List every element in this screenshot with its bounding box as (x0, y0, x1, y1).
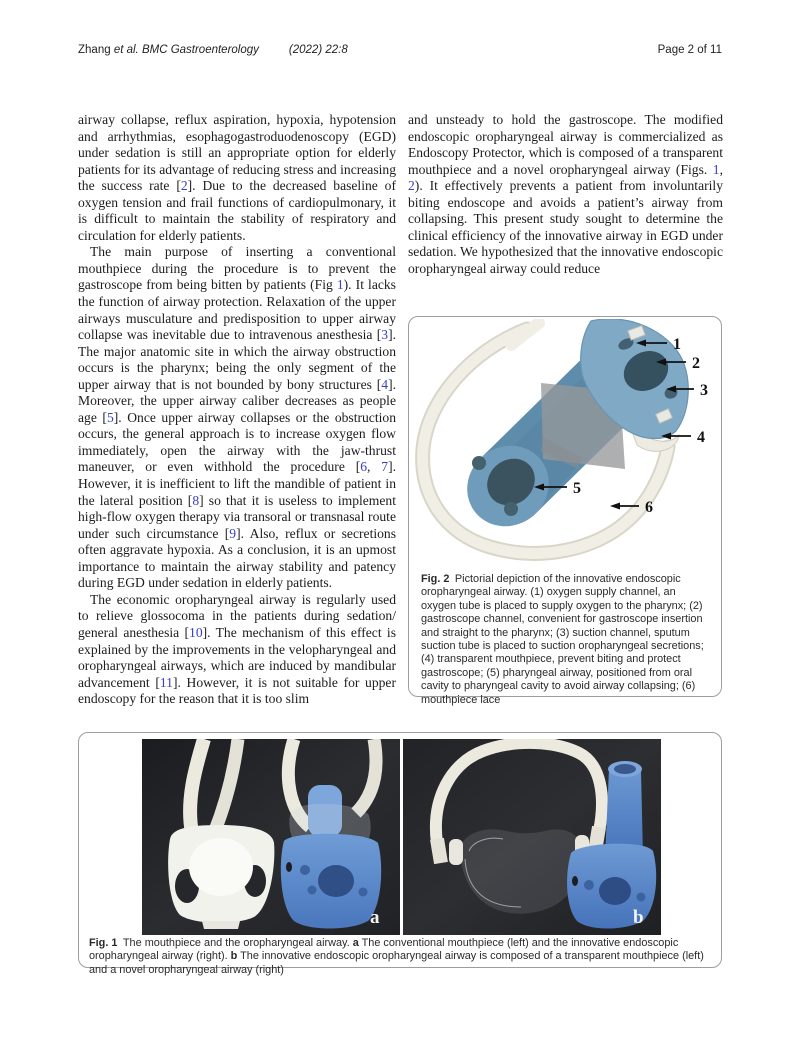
tube-oxygen-lumen (472, 456, 486, 470)
body-paragraph: and unsteady to hold the gastroscope. The modified endoscopic oropharyngeal airway is commercialized as Endoscopy Protector, which is composed of a transparent mouthpiece and a novel oropharyngeal airway (Figs. 1, 2). It effectively prevents a patient from involuntarily biting endoscope and avoids a patient’s airway from collapsing. This present study sought to determine the clinical efficiency of the innovative airway in EGD under sedation. We hypothesized that the innovative endoscopic oropharyngeal airway could reduce (408, 112, 723, 276)
citation-link[interactable]: 2 (180, 178, 188, 194)
figure1-panel (78, 732, 722, 976)
label-oxygen-channel: 1 (673, 336, 681, 353)
citation-link[interactable]: 5 (106, 409, 114, 425)
page-header (78, 44, 722, 56)
column-left (78, 112, 396, 708)
label-pharyngeal-airway: 5 (573, 480, 581, 497)
label-gastroscope-channel: 2 (692, 355, 700, 372)
header-citation (78, 44, 348, 56)
panel-b-label: b (633, 907, 644, 928)
figure2-panel (408, 316, 722, 706)
header-authors: Zhang (78, 44, 114, 56)
citation-link[interactable]: 3 (381, 327, 389, 343)
fig2-illustration (415, 319, 715, 571)
header-journal: et al. BMC Gastroenterology (113, 44, 259, 56)
airway-main-hole (318, 865, 354, 897)
citation-link[interactable]: 10 (189, 624, 203, 640)
fig2-caption: Fig. 2 Pictorial depiction of the innovative endoscopic oropharyngeal airway. (1) oxygen supply channel, an oxygen tube is placed to supply oxygen to the pharynx; (2) gastroscope channel, convenient for gastroscope insertion and straight to the pharynx; (3) suction channel, sputum suction tube is placed to suction oropharyngeal secretions; (4) transparent mouthpiece, prevent biting and protect gastroscope; (5) pharyngeal airway, positioned from oral cavity to pharyngeal cavity to avoid airway collapsing; (6) mouthpiece lace (421, 573, 704, 706)
label-mouthpiece-lace: 6 (645, 499, 653, 516)
panel-a-label: a (370, 907, 380, 928)
citation-link[interactable]: 1 (712, 161, 720, 177)
fig1-photo-b (403, 739, 661, 935)
citation-link[interactable]: 2 (408, 178, 415, 194)
citation-link[interactable]: 4 (381, 376, 389, 392)
body-paragraph: airway collapse, reflux aspiration, hypoxia, hypotension and arrhythmias, esophagogastroduodenoscopy (EGD) under sedation is still an appropriate option for elderly patients for its advantage of reducing stress and increasing the success rate [2]. Due to the decreased baseline of oxygen tension and frail functions of cardiopulmonary, it is difficult to maintain the stability of respiratory and circulation for elderly patients. (78, 112, 397, 243)
column-right (408, 112, 723, 277)
fig1-photos (142, 739, 721, 935)
fig1-photo-a (142, 739, 400, 935)
header-issue: (2022) 22:8 (288, 44, 348, 56)
body-paragraph: The main purpose of inserting a conventional mouthpiece during the procedure is to prevent the gastroscope from being bitten by patients (Fig 1). It lacks the function of airway protection. Relaxation of the upper airways musculature and predisposition to upper airway collapse was inevitable due to intravenous anesthesia [3]. The major anatomic site in which the airway obstruction occurs is the pharynx; being the only segment of the upper airway that is not bounded by bony structures [4]. Moreover, the upper airway caliber decreases as people age [5]. Once upper airway collapses or the obstruction occurs, the general approach is to increase oxygen flow immediately, open the airway with the jaw-thrust maneuver, or even withhold the procedure [6, 7]. However, it is inefficient to lift the mandible of patient in the lateral position [8] so that it is useless to implement high-flow oxygen therapy via transoral or transnasal route under such circumstance [9]. Also, reflux or secretions often aggravate hypoxia. As a conclusion, it is an upmost importance to maintain the airway stability and patency during EGD under sedation in elderly patients. (78, 244, 397, 591)
citation-link[interactable]: 9 (229, 525, 237, 541)
label-transparent-mouthpiece: 4 (697, 429, 705, 446)
tube-suction-lumen (504, 502, 518, 516)
citation-link[interactable]: 11 (159, 674, 173, 690)
citation-link[interactable]: 7 (381, 459, 389, 475)
header-page-number: Page 2 of 11 (657, 44, 722, 56)
citation-link[interactable]: 1 (336, 277, 344, 293)
airway-main-hole-b (599, 877, 631, 905)
citation-link[interactable]: 6 (360, 459, 368, 475)
citation-link[interactable]: 8 (192, 492, 200, 508)
label-suction-channel: 3 (700, 382, 708, 399)
body-paragraph: The economic oropharyngeal airway is regularly used to relieve glossocoma in the patients during sedation/ general anesthesia [10]. The mechanism of this effect is explained by the improvements in the velopharyngeal and oropharyngeal airways, which are induced by mandibular advancement [11]. However, it is not suitable for upper endoscopy for the reason that it is too slim (78, 591, 396, 707)
fig1-caption: Fig. 1 The mouthpiece and the oropharyngeal airway. a The conventional mouthpiece (left) and the innovative endoscopic oropharyngeal airway (right). b The innovative endoscopic oropharyngeal airway is composed of a transparent mouthpiece (left) and a novel oropharyngeal airway (right) (89, 937, 704, 976)
mouthpiece-wing-left (449, 839, 463, 865)
